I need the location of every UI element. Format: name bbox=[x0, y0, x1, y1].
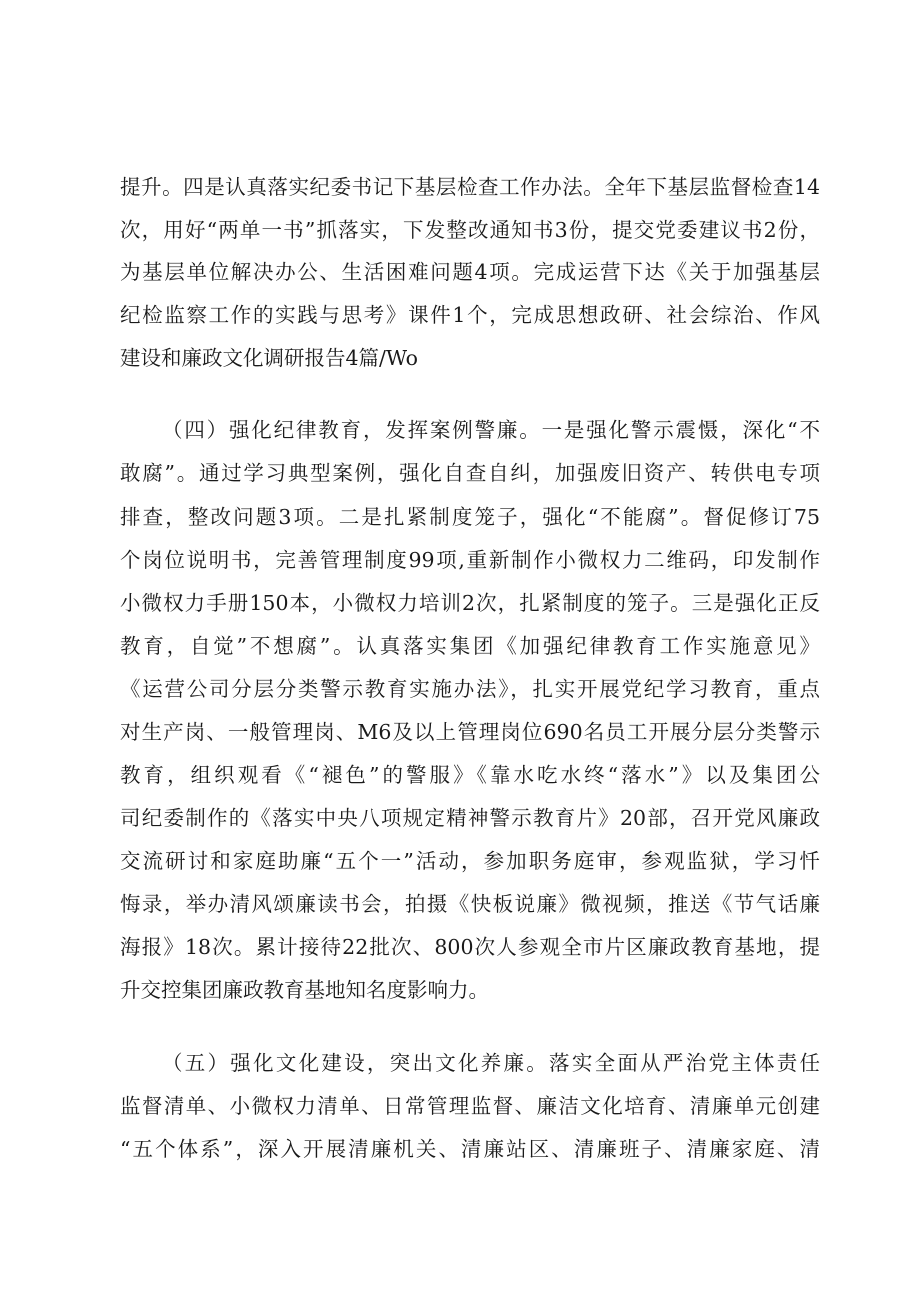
section-heading-line: （五）强化文化建设，突出文化养廉。落实全面从严治党主体责任 bbox=[162, 1051, 820, 1075]
paragraph-line: “五个体系”，深入开展清廉机关、清廉站区、清廉班子、清廉家庭、清 bbox=[120, 1137, 820, 1161]
paragraph-line: 敢腐”。通过学习典型案例，强化自查自纠，加强废旧资产、转供电专项 bbox=[120, 461, 820, 485]
paragraph-line: 提升。四是认真落实纪委书记下基层检查工作办法。全年下基层监督检查14 bbox=[120, 175, 820, 199]
paragraph-line: 悔录，举办清风颂廉读书会，拍摄《快板说廉》微视频，推送《节气话廉 bbox=[120, 892, 820, 916]
paragraph-line: 为基层单位解决办公、生活困难问题4项。完成运营下达《关于加强基层 bbox=[120, 260, 820, 284]
section-heading-line: （四）强化纪律教育，发挥案例警廉。一是强化警示震慑，深化“不 bbox=[162, 418, 820, 442]
paragraph-line: 监督清单、小微权力清单、日常管理监督、廉洁文化培育、清廉单元创建 bbox=[120, 1094, 820, 1118]
paragraph-line: 教育，自觉”不想腐”。认真落实集团《加强纪律教育工作实施意见》 bbox=[120, 634, 820, 658]
paragraph-line: 司纪委制作的《落实中央八项规定精神警示教育片》20部，召开党风廉政 bbox=[120, 806, 820, 830]
paragraph-line: 建设和廉政文化调研报告4篇/Wo bbox=[120, 346, 418, 370]
paragraph-line: 纪检监察工作的实践与思考》课件1个，完成思想政研、社会综治、作风 bbox=[120, 303, 820, 327]
paragraph-line: 《运营公司分层分类警示教育实施办法》，扎实开展党纪学习教育，重点 bbox=[120, 677, 820, 701]
paragraph-line: 交流研讨和家庭助廉“五个一”活动，参加职务庭审，参观监狱，学习忏 bbox=[120, 849, 820, 873]
paragraph-line: 小微权力手册150本，小微权力培训2次，扎紧制度的笼子。三是强化正反 bbox=[120, 591, 820, 615]
paragraph-line: 个岗位说明书，完善管理制度99项,重新制作小微权力二维码，印发制作 bbox=[120, 548, 820, 572]
paragraph-line: 排查，整改问题3项。二是扎紧制度笼子，强化“不能腐”。督促修订75 bbox=[120, 505, 820, 529]
paragraph-line: 升交控集团廉政教育基地知名度影响力。 bbox=[120, 978, 489, 1002]
paragraph-line: 次，用好“两单一书”抓落实，下发整改通知书3份，提交党委建议书2份， bbox=[120, 218, 820, 242]
paragraph-line: 教育，组织观看《“褪色”的警服》《靠水吃水终“落水”》以及集团公 bbox=[120, 763, 820, 787]
paragraph-line: 对生产岗、一般管理岗、M6及以上管理岗位690名员工开展分层分类警示 bbox=[120, 720, 820, 744]
paragraph-line: 海报》18次。累计接待22批次、800次人参观全市片区廉政教育基地，提 bbox=[120, 935, 820, 959]
